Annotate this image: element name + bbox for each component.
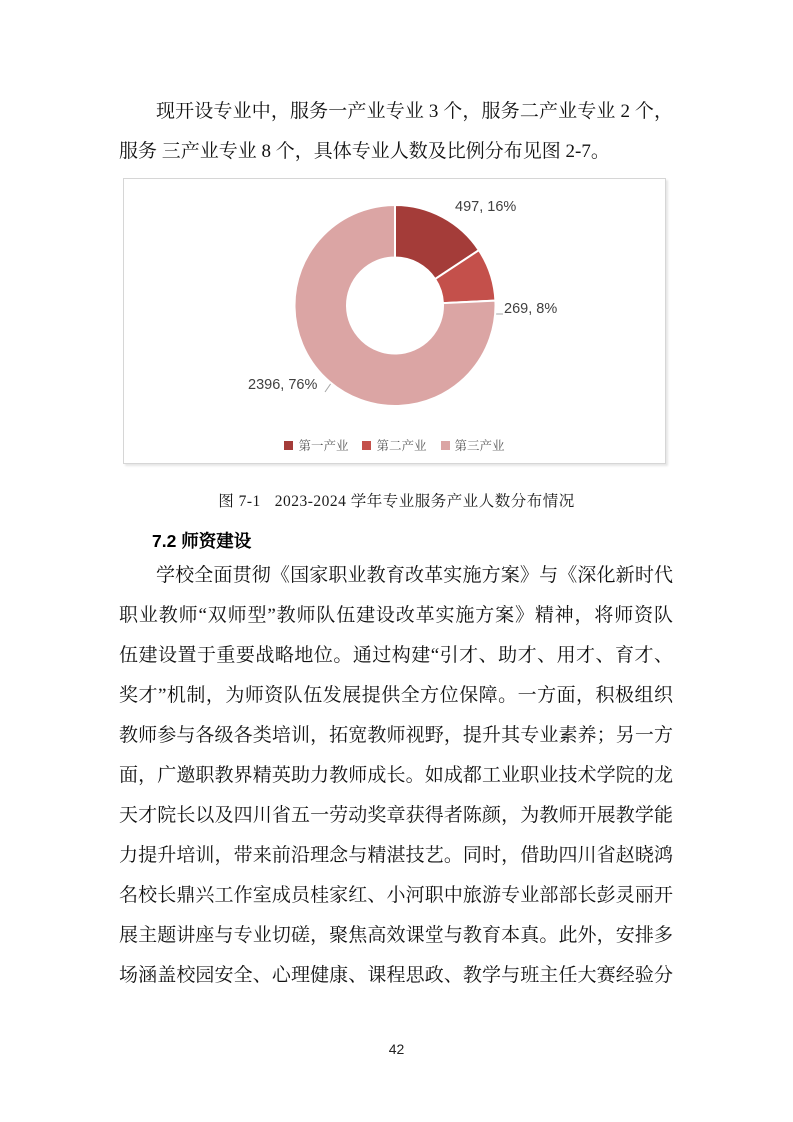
legend-swatch-icon <box>362 441 371 450</box>
body-line: 奖才”机制，为师资队伍发展提供全方位保障。一方面，积极组织 <box>119 685 673 706</box>
body-line: 学校全面贯彻《国家职业教育改革实施方案》与《深化新时代 <box>156 565 673 586</box>
body-line: 场涵盖校园安全、心理健康、课程思政、教学与班主任大赛经验分 <box>119 965 673 986</box>
body-line: 教师参与各级各类培训，拓宽教师视野，提升其专业素养；另一方 <box>119 725 673 746</box>
body-line: 伍建设置于重要战略地位。通过构建“引才、助才、用才、育才、 <box>119 645 673 666</box>
intro-line: 服务 三产业专业 8 个，具体专业人数及比例分布见图 2-7。 <box>119 141 610 162</box>
legend-swatch-icon <box>284 441 293 450</box>
legend-label: 第一产业 <box>298 438 349 453</box>
data-label-third-industry: 2396, 76% <box>248 377 318 393</box>
chart-legend <box>124 440 665 453</box>
legend-label: 第三产业 <box>454 438 505 453</box>
section-heading: 7.2 师资建设 <box>152 531 252 551</box>
body-line: 天才院长以及四川省五一劳动奖章获得者陈颜，为教师开展教学能 <box>119 805 673 826</box>
body-line: 职业教师“双师型”教师队伍建设改革实施方案》精神，将师资队 <box>119 605 673 626</box>
figure-caption-title: 2023-2024 学年专业服务产业人数分布情况 <box>274 493 575 510</box>
legend-item-third-industry <box>441 440 505 453</box>
body-line: 名校长鼎兴工作室成员桂家红、小河职中旅游专业部部长彭灵丽开 <box>119 885 673 906</box>
body-line: 面，广邀职教界精英助力教师成长。如成都工业职业技术学院的龙 <box>119 765 673 786</box>
legend-swatch-icon <box>441 441 450 450</box>
data-label-second-industry: 269, 8% <box>504 301 558 317</box>
body-line: 力提升培训，带来前沿理念与精湛技艺。同时，借助四川省赵晓鸿 <box>119 845 673 866</box>
data-label-first-industry: 497, 16% <box>455 199 517 215</box>
body-line: 展主题讲座与专业切磋，聚焦高效课堂与教育本真。此外，安排多 <box>119 925 673 946</box>
page-number: 42 <box>388 1041 405 1057</box>
donut-chart <box>124 179 665 463</box>
figure-chart <box>123 178 666 464</box>
figure-caption <box>0 489 793 511</box>
intro-line: 现开设专业中，服务一产业专业 3 个，服务二产业专业 2 个， <box>156 101 673 122</box>
legend-item-first-industry <box>284 440 348 453</box>
legend-item-second-industry <box>362 440 426 453</box>
legend-label: 第二产业 <box>376 438 427 453</box>
figure-caption-number: 图 7-1 <box>218 493 261 510</box>
